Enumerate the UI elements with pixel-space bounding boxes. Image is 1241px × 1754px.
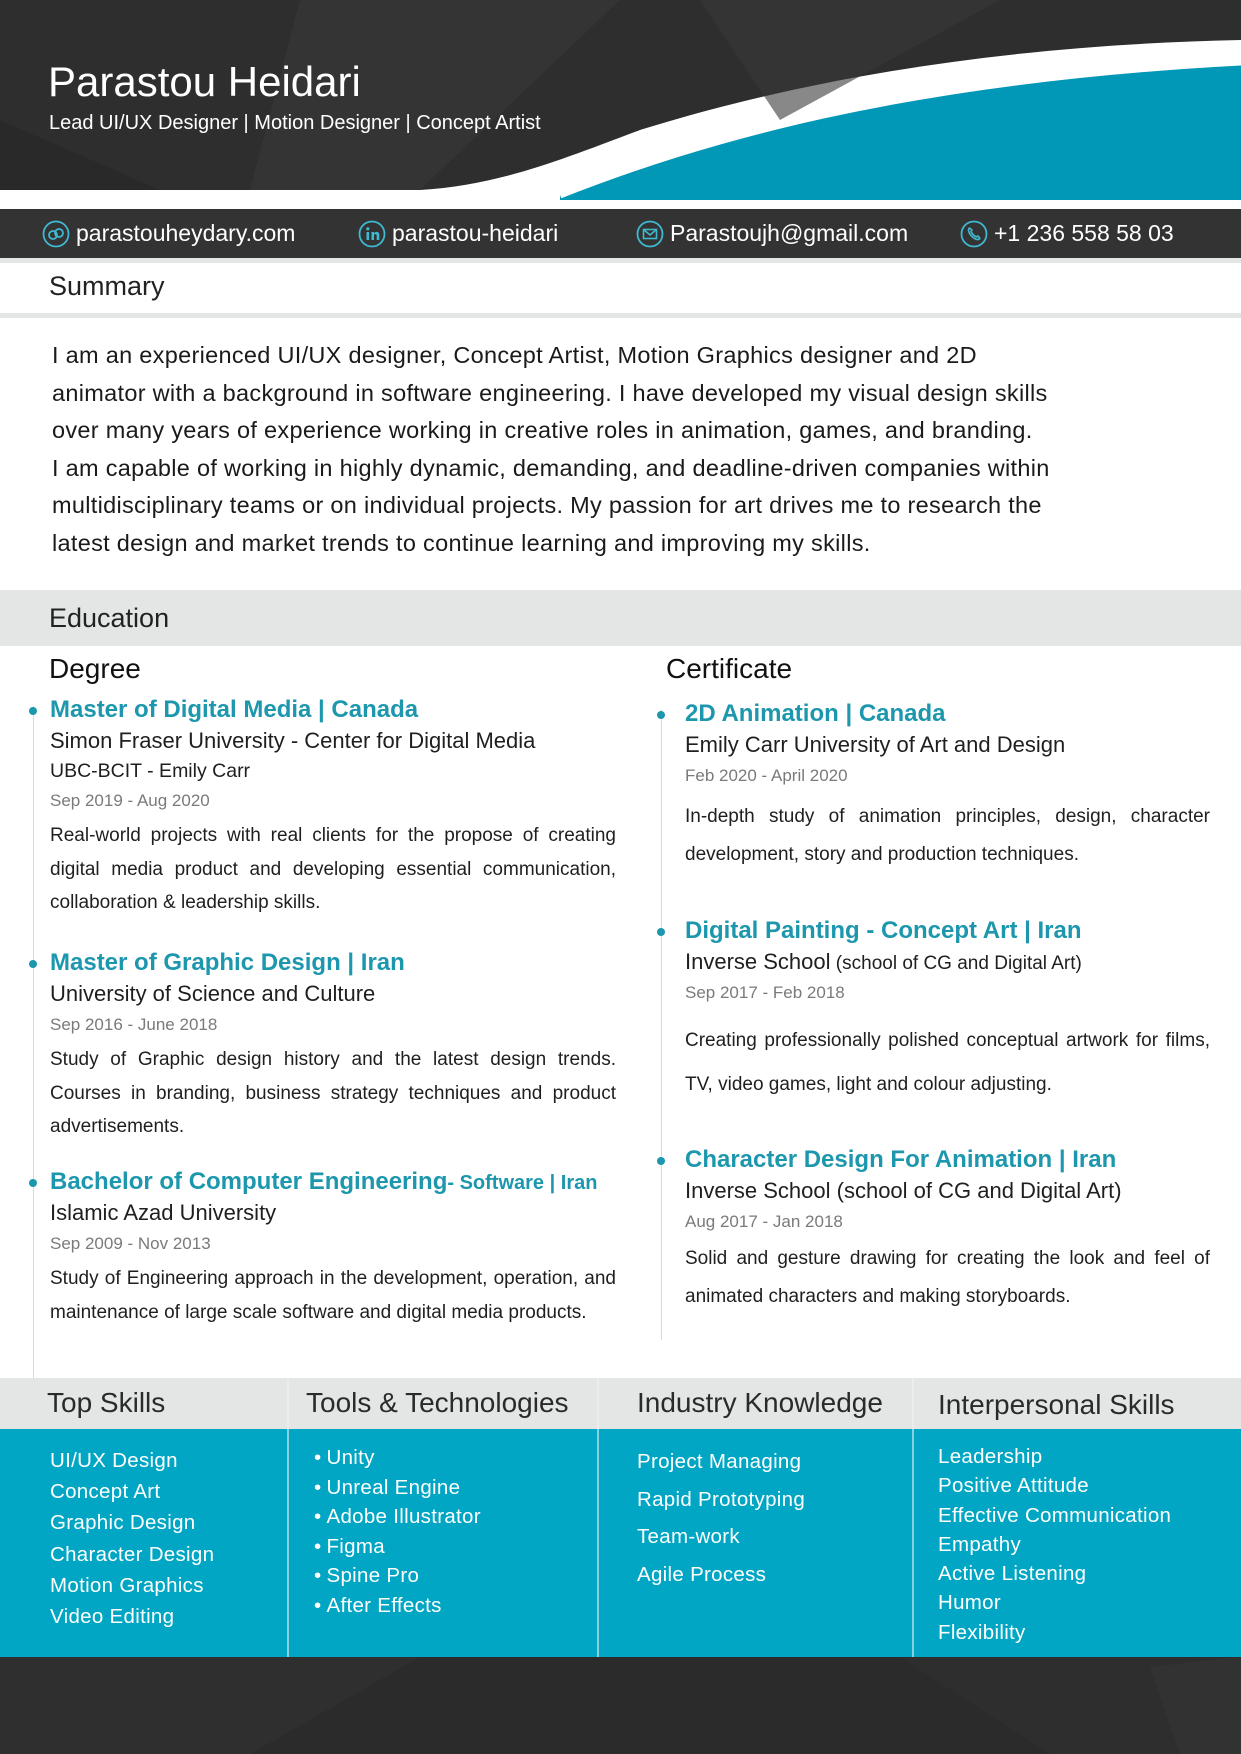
- degree-entry: [50, 1168, 616, 1329]
- tools-title: Tools & Technologies: [306, 1387, 569, 1418]
- degree-date: Sep 2019 - Aug 2020: [50, 791, 210, 810]
- industry-knowledge-title: Industry Knowledge: [637, 1387, 883, 1418]
- timeline-dot: [657, 711, 665, 719]
- skill-item: Video Editing: [50, 1605, 175, 1629]
- degree-timeline: [33, 706, 34, 1378]
- degree-description: Study of Engineering approach in the development, operation, and maintenance of large scale software and digital media products.: [50, 1268, 616, 1323]
- summary-line: I am capable of working in highly dynamic, demanding, and deadline-driven companies within: [52, 454, 1050, 481]
- interpersonal-item: Empathy: [938, 1532, 1021, 1556]
- industry-item: Project Managing: [637, 1450, 802, 1473]
- top-skills-list: [50, 1445, 214, 1632]
- certificate-description: Solid and gesture drawing for creating the look and feel of animated characters and making storyboards.: [685, 1248, 1210, 1307]
- contact-phone-text: +1 236 558 58 03: [994, 220, 1174, 246]
- degree-title: Master of Digital Media | Canada: [50, 696, 419, 723]
- certificate-timeline: [661, 710, 662, 1340]
- summary-line: animator with a background in software engineering. I have developed my visual design skills: [52, 379, 1048, 406]
- certificate-title: 2D Animation | Canada: [685, 700, 946, 727]
- candidate-name: Parastou Heidari: [48, 58, 361, 105]
- certificate-column-title: Certificate: [666, 653, 793, 684]
- certificate-institution-suffix: (school of CG and Digital Art): [830, 953, 1082, 974]
- degree-title: [50, 1168, 616, 1196]
- degree-entry: [50, 949, 616, 1144]
- certificate-description: Creating professionally polished conceptual artwork for films, TV, video games, light and colour adjusting.: [685, 1030, 1210, 1095]
- degree-description: Study of Graphic design history and the latest design trends. Courses in branding, business strategy techniques and product advertisements.: [50, 1049, 616, 1137]
- industry-knowledge-list: [637, 1443, 805, 1594]
- interpersonal-item: Flexibility: [938, 1620, 1026, 1644]
- certificate-title: Digital Painting - Concept Art | Iran: [685, 917, 1082, 944]
- summary-line: over many years of experience working in creative roles in animation, games, and branding.: [52, 417, 1033, 443]
- phone-icon: [960, 220, 988, 248]
- timeline-dot: [657, 928, 665, 936]
- tool-item: • Unity: [314, 1443, 481, 1473]
- interpersonal-item: Effective Communication: [938, 1503, 1172, 1527]
- certificate-entry: [685, 917, 1210, 1107]
- header-banner: [0, 0, 1241, 200]
- timeline-dot: [657, 1157, 665, 1165]
- degree-entry: [50, 696, 616, 920]
- contact-email-text: Parastoujh@gmail.com: [670, 220, 909, 246]
- tool-item: • Spine Pro: [314, 1561, 481, 1591]
- certificate-institution-main: Inverse School: [685, 949, 831, 974]
- tool-item: • After Effects: [314, 1591, 481, 1621]
- certificate-institution: Emily Carr University of Art and Design: [685, 732, 1066, 757]
- timeline-dot: [29, 1179, 37, 1187]
- interpersonal-item: Humor: [938, 1591, 1002, 1615]
- degree-institution: Simon Fraser University - Center for Digital Media: [50, 728, 536, 753]
- certificate-entry: [685, 1146, 1210, 1316]
- certificate-title: Character Design For Animation | Iran: [685, 1146, 1117, 1173]
- skill-item: UI/UX Design: [50, 1449, 178, 1472]
- interpersonal-item: Positive Attitude: [938, 1474, 1089, 1498]
- certificate-date: Feb 2020 - April 2020: [685, 766, 848, 785]
- contact-bar: [0, 209, 1241, 258]
- summary-header-bar: [0, 258, 1241, 318]
- footer-banner: [0, 1657, 1241, 1754]
- certificate-institution: [685, 949, 1210, 975]
- timeline-dot: [29, 960, 37, 968]
- interpersonal-item: Active Listening: [938, 1562, 1087, 1586]
- linkedin-icon: [358, 220, 386, 248]
- contact-email[interactable]: [636, 209, 908, 258]
- tools-list: [314, 1443, 481, 1620]
- degree-date: Sep 2009 - Nov 2013: [50, 1234, 211, 1253]
- skills-divider: [597, 1378, 599, 1657]
- footer-background: [0, 1657, 1241, 1754]
- contact-linkedin-text: parastou-heidari: [392, 220, 559, 246]
- degree-column-title: Degree: [49, 653, 141, 684]
- top-skills-title: Top Skills: [47, 1387, 166, 1418]
- skills-divider: [287, 1378, 289, 1657]
- degree-sub-institution: UBC-BCIT - Emily Carr: [50, 760, 251, 782]
- email-icon: [636, 220, 664, 248]
- degree-title-suffix: - Software | Iran: [447, 1172, 598, 1194]
- education-title: Education: [49, 603, 170, 633]
- summary-line: I am an experienced UI/UX designer, Concept Artist, Motion Graphics designer and 2D: [52, 342, 977, 368]
- degree-date: Sep 2016 - June 2018: [50, 1015, 218, 1034]
- industry-item: Team-work: [637, 1525, 740, 1549]
- timeline-dot: [29, 707, 37, 715]
- interpersonal-skills-title: Interpersonal Skills: [938, 1389, 1175, 1420]
- skills-divider: [912, 1378, 914, 1657]
- skill-item: Graphic Design: [50, 1511, 196, 1535]
- education-header-bar: [0, 590, 1241, 646]
- interpersonal-skills-list: [938, 1442, 1171, 1647]
- summary-line: latest design and market trends to continue learning and improving my skills.: [52, 529, 871, 556]
- industry-item: Rapid Prototyping: [637, 1487, 806, 1511]
- summary-title: Summary: [49, 271, 165, 301]
- contact-website[interactable]: [42, 209, 295, 258]
- degree-title-main: Bachelor of Computer Engineering: [50, 1168, 448, 1195]
- interpersonal-item: Leadership: [938, 1445, 1043, 1468]
- summary-line: multidisciplinary teams or on individual projects. My passion for art drives me to research the: [52, 492, 1042, 518]
- certificate-date: Aug 2017 - Jan 2018: [685, 1212, 843, 1231]
- degree-description: Real-world projects with real clients for the propose of creating digital media product and developing essential communication, collaboration & leadership skills.: [50, 825, 616, 913]
- certificate-description: In-depth study of animation principles, design, character development, story and production techniques.: [685, 806, 1210, 865]
- contact-phone[interactable]: [960, 209, 1174, 258]
- summary-text: [52, 337, 1202, 562]
- candidate-tagline: Lead UI/UX Designer | Motion Designer | Concept Artist: [49, 112, 541, 134]
- certificate-entry: [685, 700, 1210, 874]
- tool-item: • Adobe Illustrator: [314, 1502, 481, 1532]
- skill-item: Character Design: [50, 1542, 215, 1566]
- industry-item: Agile Process: [637, 1563, 767, 1587]
- contact-website-text: parastouheydary.com: [76, 220, 296, 246]
- degree-institution: Islamic Azad University: [50, 1200, 277, 1225]
- skill-item: Motion Graphics: [50, 1573, 204, 1597]
- certificate-date: Sep 2017 - Feb 2018: [685, 983, 845, 1002]
- certificate-institution: Inverse School (school of CG and Digital Art): [685, 1178, 1122, 1203]
- tool-item: • Figma: [314, 1532, 481, 1562]
- skill-item: Concept Art: [50, 1480, 161, 1504]
- contact-linkedin[interactable]: [358, 209, 558, 258]
- web-link-icon: [42, 220, 70, 248]
- tool-item: • Unreal Engine: [314, 1473, 481, 1503]
- degree-institution: University of Science and Culture: [50, 981, 376, 1006]
- degree-title: Master of Graphic Design | Iran: [50, 949, 405, 976]
